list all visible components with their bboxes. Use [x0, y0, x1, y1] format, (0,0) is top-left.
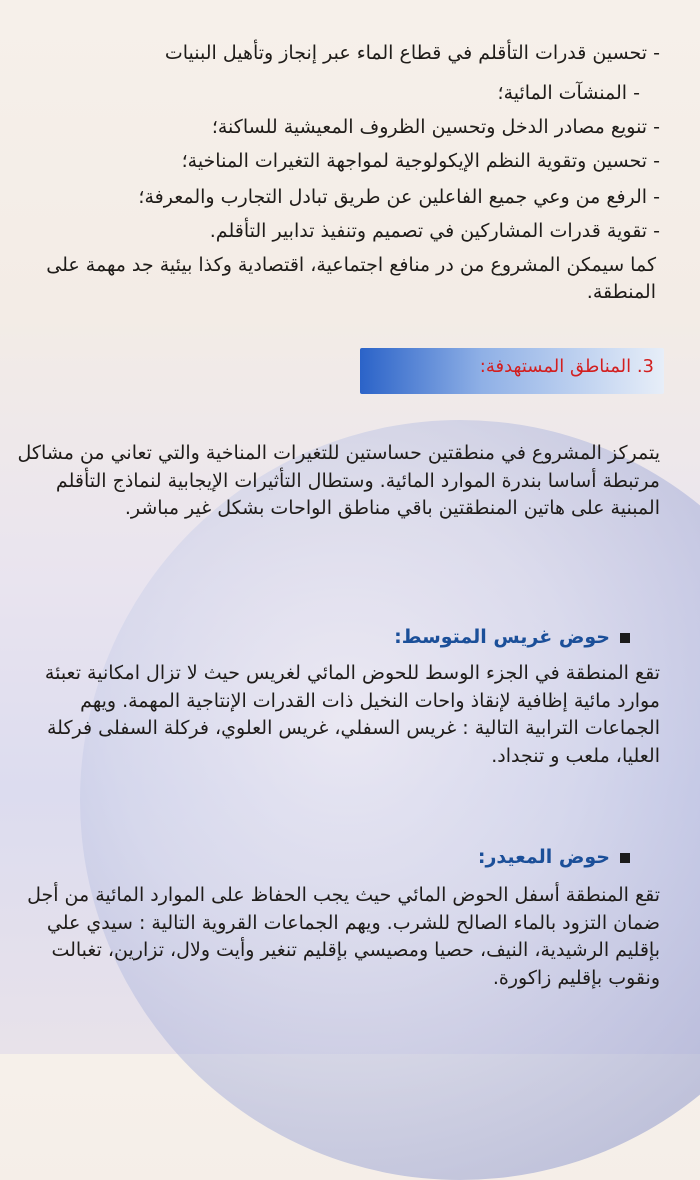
- list-item: - تقوية قدرات المشاركين في تصميم وتنفيذ تدابير التأقلم.: [40, 218, 660, 244]
- basin1-paragraph: تقع المنطقة في الجزء الوسط للحوض المائي لغريس حيث لا تزال امكانية تعبئة موارد مائية إظافية لإنقاذ واحات النخيل ذات القدرات الإنتاجية المهمة. ويهم الجماعات الترابية التالية : غريس السفلي، غريس العلوي، فركلة السفلى فركلة العليا، ملعب و تنجداد.: [44, 662, 660, 767]
- bullet-square-icon: [620, 633, 630, 643]
- list-item: - تنويع مصادر الدخل وتحسين الظروف المعيشية للساكنة؛: [40, 114, 660, 140]
- list-item: - الرفع من وعي جميع الفاعلين عن طريق تبادل التجارب والمعرفة؛: [40, 184, 660, 210]
- basin2-heading: حوض المعيدر:: [478, 846, 630, 868]
- list-item: - تحسين وتقوية النظم الإيكولوجية لمواجهة التغيرات المناخية؛: [40, 148, 660, 174]
- section-title: 3. المناطق المستهدفة:: [479, 356, 654, 377]
- conclusion-paragraph: كما سيمكن المشروع من در منافع اجتماعية، اقتصادية وكذا بيئية جد مهمة على المنطقة.: [46, 254, 656, 303]
- bullet-square-icon: [620, 853, 630, 863]
- list-item: - تحسين قدرات التأقلم في قطاع الماء عبر إنجاز وتأهيل البنيات: [40, 40, 660, 66]
- basin2-paragraph: تقع المنطقة أسفل الحوض المائي حيث يجب الحفاظ على الموارد المائية من أجل ضمان التزود بالماء الصالح للشرب. ويهم الجماعات القروية التالية : سيدي علي بإقليم الرشيدية، النيف، حصيا ومصيسي بإقليم تنغير وأيت ولال، تزارين، تغبالت ونقوب بإقليم زاكورة.: [27, 884, 660, 989]
- intro-paragraph: يتمركز المشروع في منطقتين حساستين للتغيرات المناخية والتي تعاني من مشاكل مرتبطة أساسا بندرة الموارد المائية. وستطال التأثيرات الإيجابية لنماذج التأقلم المبنية على هاتين المنطقتين باقي مناطق الواحات بشكل غير مباشر.: [17, 442, 660, 520]
- basin1-heading: حوض غريس المتوسط:: [394, 626, 630, 648]
- section-heading-band: [360, 348, 664, 394]
- list-item-continuation: - المنشآت المائية؛: [20, 80, 640, 106]
